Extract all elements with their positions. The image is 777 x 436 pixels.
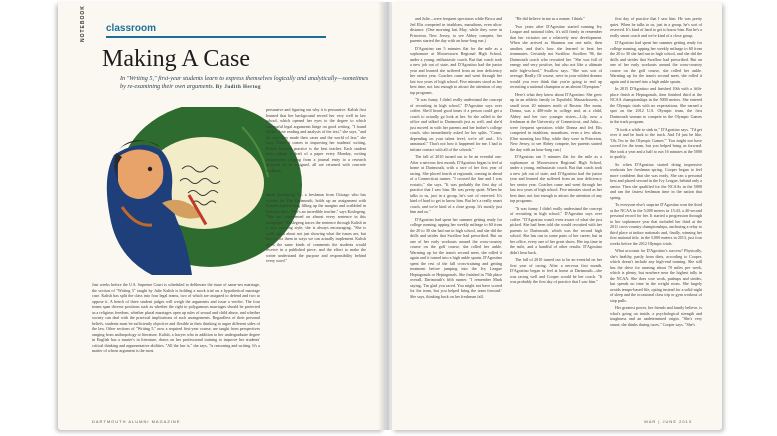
article-column-lower: Just weeks before the U.S. Supreme Court is scheduled to deliberate the issue of same-sex marriage, the section of "Writing 5" taught by Julie Kalish is holding a mock trial on a hypothetical marriage case. Kalish has split the class into four legal teams, two of which are assigned to defend and two to oppose it. A bench of three student judges will weigh the arguments and issue a verdict. The four teams span diverse positions such as whether the right to polygamous marriages should be protected as a religious freedom, whether plural marriages open up rules of sexual and child abuse, and whether society can deal with the practical implications of such arrangements. Regardless of their personal beliefs, students must be sufficiently objective and flexible in their thinking to argue different sides of the law. Other sections of "Writing 5," now a required first-year course, are taught from perspectives ranging from anthropology to literature. Kalish, a lawyer who in addition to her undergraduate degree in English has a master's in literature, draws on her professional training to improve her students' critical thinking and argumentative abilities. "All the law is," she says, "is reasoning and writing. It's a matter of whose argument is the most — [92, 282, 260, 353]
paragraph: first day of practice that I saw him. He was pretty quiet. When he talks to us, just in a group, he's sort of reserved. It's kind of hard to get to know him. But he's a really smart coach and we're kind of a close group. — [610, 16, 702, 38]
paragraph: To everyone else's surprise D'Agostino won the third at the NCAA in the 5,000 meters in 15:43, a 40-second personal record for her. It started a progression through to her sophomore year that included her third at the 2011 cross-country championships, anchoring a relay to third place at indoor nationals and, finally, winning her first national title, in the 5,000 meters in 2013, just four weeks before the 2012 Olympic trials. — [610, 202, 702, 246]
paragraph: D'Agostino ran 5 minutes flat for the mile as a sophomore at Moorestown Regional High School, under a young, enthusiastic coach. But that coach took a new job out of state, and D'Agostino had the junior year and learned she suffered from an iron deficiency her senior year. Coaches came and went through her last two years of high school. Five minutes stood as her best time, not fast enough to attract the attention of any top programs. — [410, 45, 502, 95]
section-tag: classroom — [106, 23, 157, 34]
right-folio: MAR | JUNE 2013 — [644, 419, 692, 424]
right-column-3 — [610, 16, 702, 329]
paragraph: Two years after D'Agostino started running Ivy League and national titles, it's still firmly in remember that her victories are a relatively new development. When she arrived as Shannon ran one mile, then another, and that's how she learned to beat her teammates. Certainly not Swallow. Swallow '96, the Dartmouth coach who recruited her. "She was full of energy and very positive, but also not like a ultimate mile high-school," Swallow says. "She was sort of average. Really. Of course, were in your wildest dreams would you ever think that you're going to end up recruiting a national champion or an almost Olympian." — [510, 23, 602, 89]
right-page — [392, 2, 722, 430]
right-column-2 — [510, 16, 602, 287]
paragraph: In 2015 D'Agostino and finished 10th with a fifth-place finish at Heptagonals, then finished third at the NCAA championships in the 5000 meters. She entered the Olympic trials with no expectations. She earned a spot on the 2012 U.S. Olympic team, the first Dartmouth woman to compete in the Olympic Games in the track program. — [610, 86, 702, 124]
paragraph: The fall of 2010 turned out to be an eventful on her first year of racing. After a nervous first month, D'Agostino began to feel at home at Dartmouth—she was racing well and Cooper would be her coach. "It was probably the first day of practice that I saw him." — [510, 257, 602, 284]
paragraph: Here's what they know about D'Agostino: She grew up in an athletic family in Topsfield, Massachusetts, a small town 20 minutes north of Boston. Her mom, Donna, was a 400-mile in college and, as a child, Abbey and her two younger sisters—Lily, now a freshman at the University of Connecticut, and Julia—were frequent spectators while Donna and Jed Elis competed in triathlons, marathons, even a few ultras. (One morning last May, while they were in Princeton, New Jersey, to see Abbey compete, her parents started the day with an hour-long run.) — [510, 91, 602, 152]
left-page — [58, 2, 384, 430]
magazine-spread — [58, 2, 722, 432]
article-column-upper: persuasive and figuring out why it is persuasive. Kalish first learned that her background served her very well in law school, which opened her eyes to the degree to which successful legal arguments hinge on good writing. "I found all the close reading and analysis of the text," she says, "and the way they made their cases and the world of law," she says. When it comes to improving her students' writing, Kalish believes practice is the best teacher. Each student must submit a draft of a paper every Monday, writing assignments ranging from a journal entry to a research proposal to an assigned, all are returned with concrete feedback. — [266, 107, 366, 173]
article-column-mid: Sarah Koslegeng '16, a freshman from Chicago who has written for The Dartmouth, holds up an assignment with Kalish's handwriting filling up the margins and scribbled in between lines. "Her's an incredible teacher," says Koslegeng. "She has commented on almost every sentence in this paragraph." Koslegeng traces the sentence through Kalish in a very exacting style, she is always encouraging. "She is really great about not just showing what the issues are, but how to fix them in ways we can actually implement. Kalish gives the same kinds of comments the students would receive in a published piece, and the effort to make the writer understand the purpose and responsibility behind every word." — [266, 192, 366, 263]
section-vertical-label: NOTEBOOK — [80, 5, 86, 42]
right-column-1 — [410, 16, 502, 301]
paragraph: The fall of 2010 turned out to be an eventful one. After a nervous first month, D'Agostino began to feel at home at Dartmouth, with a race of her first year of racing. She placed fourth at regionals, coming in ahead of a Connecticut runner. "I crossed the line and I was ecstatic," she says. "It was probably the first day of practice that I saw him. He was pretty quiet. When he talks to us, just in a group, he's sort of reserved. It's kind of hard to get to know him. But he's a really smart coach, and we're kind of a close group. It's mostly just him and us." — [410, 154, 502, 214]
paragraph: "It was funny. I didn't really understand the concept of recruiting in high school," D'Agostino says over coffee. "D'Agostino wasn't even aware of what she just picked. She had been told she would recruited with her parents to Dartmouth, which was the second high school. She has run in some parts of her career, but in her office, every one of her great shoes. Her top time in the mile, and a handful of other results. D'Agostino didn't hear back. — [510, 205, 602, 255]
paragraph: D'Agostino had spent her summer getting ready for college running, upping her weekly mileage to 60 from the 20 to 30 she had run in high school, and she did the drills and strides that Swallow had prescribed. But on one of her early workouts around the cross-country course on the golf course, she rolled her ankle. Warming up for the team's second meet, she rolled it again and it turned into a high ankle sprain. — [610, 40, 702, 84]
paragraph: Her greatest power, her friends and family believe, is what's going on inside, a psychological strength and toughness and an undetermined origin. "She's very smart; she thinks during races," Cooper says. "She's — [610, 305, 702, 327]
paragraph: So when D'Agostino started doing impressive workouts her freshman spring, Cooper began to feel more confident that she was ready. She ran a personal best and placed second in the Ivy League, behind only a senior. Then she qualified for the NCAAs in the 5000 and ran the fastest freshman time in the nation that spring. — [610, 161, 702, 200]
paragraph: D'Agostino ran 5 minutes flat for the mile as a sophomore at Moorestown Regional High School, under a young, enthusiastic coach. But that coach took a new job out of state, and D'Agostino had the junior year and learned she suffered from an iron deficiency her senior year. Coaches came and went through her last two years of high school. Five minutes stood as her best time, not fast enough to attract the attention of any top programs. — [510, 154, 602, 203]
left-folio: DARTMOUTH ALUMNI MAGAZINE — [92, 419, 181, 424]
byline: By Judith Hertog — [215, 85, 262, 91]
paragraph: and Julie—were frequent spectators while Becca and Jed Elis competed in triathlons, marathons, even ultra-distance. (One morning last May, while they were in Princeton, New Jersey, to see Abbey compete, her parents started the day with an hour-long run.) — [410, 16, 502, 43]
deck-text: In "Writing 5," first-year students learn to express themselves logically and analytically—sometimes by re-examining their own arguments. — [120, 75, 369, 91]
paragraph: What accounts for D'Agostino's success? Physically, she's healthy, partly from diets, according to Cooper, which doesn't include any high-end training. She still has the drive for running about 70 miles per week, which is plenty, but nowhere near the highest tally in the NCAA. She does core work, pushups and strides, but spends no time in the weight room. She largely avoids tempo-based life, opting instead for a solid night of sleep and the occasional class trip or gym workout of stop pulls. — [610, 248, 702, 303]
paragraph: "It was funny. I didn't really understand the concept of recruiting in high school," D'Agostino says over coffee. She'd heard good times if a person could get a coach to actually go look at her. So she called to the office and talked to Dartmouth just as well, and she'd just moved in with her parents and her bother's college coach, who immediately asked for her splits. "Come, depending on your talent level, we're off and... It's unnatural." That's not how it happened for me. I had to initiate contact with all of the schools." — [410, 97, 502, 152]
section-rule — [106, 36, 326, 38]
article-headline: Making A Case — [102, 46, 250, 72]
paragraph: "He did believe in me as a runner. I think." — [515, 16, 586, 21]
paragraph: "It took a while to sink in," D'Agostino says. "I'd get over it and be back to the track. And I'd just be like, 'Oh, I'm in the Olympic Games.'" You might not have scored for the team, but you helped bring us forward. She took a year and a half to run 16 minutes at the 5000 to qualify. — [610, 126, 702, 159]
paragraph: D'Agostino had spent her summer getting ready for college running, upping her weekly mileage to 60 from the 20 to 30 she had run in high school, and she did the drills and strides that Swallow had prescribed. But on one of her early workouts around the cross-country course on the golf course, she rolled her ankle. Warming up for the team's second meet, she rolled it again and it turned into a high ankle sprain. D'Agostino spent the rest of the fall cross-training and getting treatment before jumping into the Ivy League Heptagonals or Heptagonals. She finished in 75th place overall, Dartmouth's fifth runner. "I remember Mark saying, 'I'm glad you raced. You might not have scored for the team, but you helped bring the team forward.' She says, thinking back on her freshman fall. — [410, 216, 502, 299]
article-deck — [120, 75, 370, 93]
